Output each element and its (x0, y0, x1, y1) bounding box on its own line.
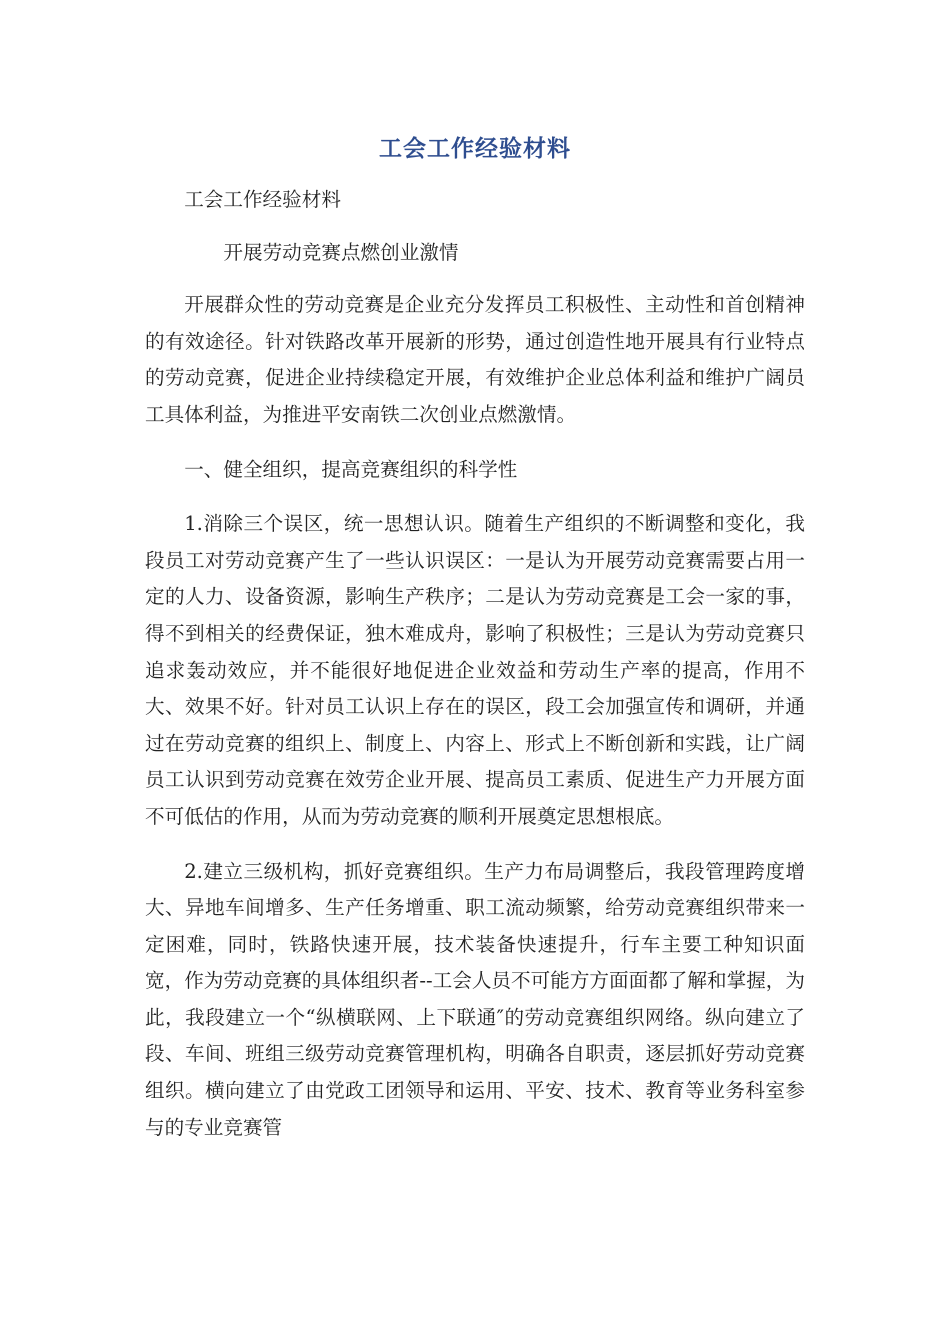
paragraph-item-1: 1.消除三个误区，统一思想认识。随着生产组织的不断调整和变化，我段员工对劳动竞赛产生了一些认识误区：一是认为开展劳动竞赛需要占用一定的人力、设备资源，影响生产秩序；二是认为劳动竞赛是工会一家的事，得不到相关的经费保证，独木难成舟，影响了积极性；三是认为劳动竞赛只追求轰动效应，并不能很好地促进企业效益和劳动生产率的提高，作用不大、效果不好。针对员工认识上存在的误区，段工会加强宣传和调研，并通过在劳动竞赛的组织上、制度上、内容上、形式上不断创新和实践，让广阔员工认识到劳动竞赛在效劳企业开展、提高员工素质、促进生产力开展方面不可低估的作用，从而为劳动竞赛的顺利开展奠定思想根底。 (145, 512, 805, 828)
paragraph-subtitle: 工会工作经验材料 (184, 188, 341, 211)
document-body (145, 182, 805, 1146)
paragraph-intro: 开展群众性的劳动竞赛是企业充分发挥员工积极性、主动性和首创精神的有效途径。针对铁路改革开展新的形势，通过创造性地开展具有行业特点的劳动竞赛，促进企业持续稳定开展，有效维护企业总体利益和维护广阔员工具体利益，为推进平安南铁二次创业点燃激情。 (145, 293, 805, 426)
section-heading-1: 一、健全组织，提高竞赛组织的科学性 (184, 457, 518, 481)
paragraph-item-2: 2.建立三级机构，抓好竞赛组织。生产力布局调整后，我段管理跨度增大、异地车间增多、生产任务增重、职工流动频繁，给劳动竞赛组织带来一定困难，同时，铁路快速开展，技术装备快速提升，行车主要工种知识面宽，作为劳动竞赛的具体组织者--工会人员不可能方方面面都了解和掌握，为此，我段建立一个“纵横联网、上下联通″的劳动竞赛组织网络。纵向建立了段、车间、班组三级劳动竞赛管理机构，明确各自职责，逐层抓好劳动竞赛组织。横向建立了由党政工团领导和运用、平安、技术、教育等业务科室参与的专业竞赛管 (145, 859, 805, 1139)
document-title: 工会工作经验材料 (379, 136, 571, 162)
paragraph-heading: 开展劳动竞赛点燃创业激情 (223, 240, 459, 264)
